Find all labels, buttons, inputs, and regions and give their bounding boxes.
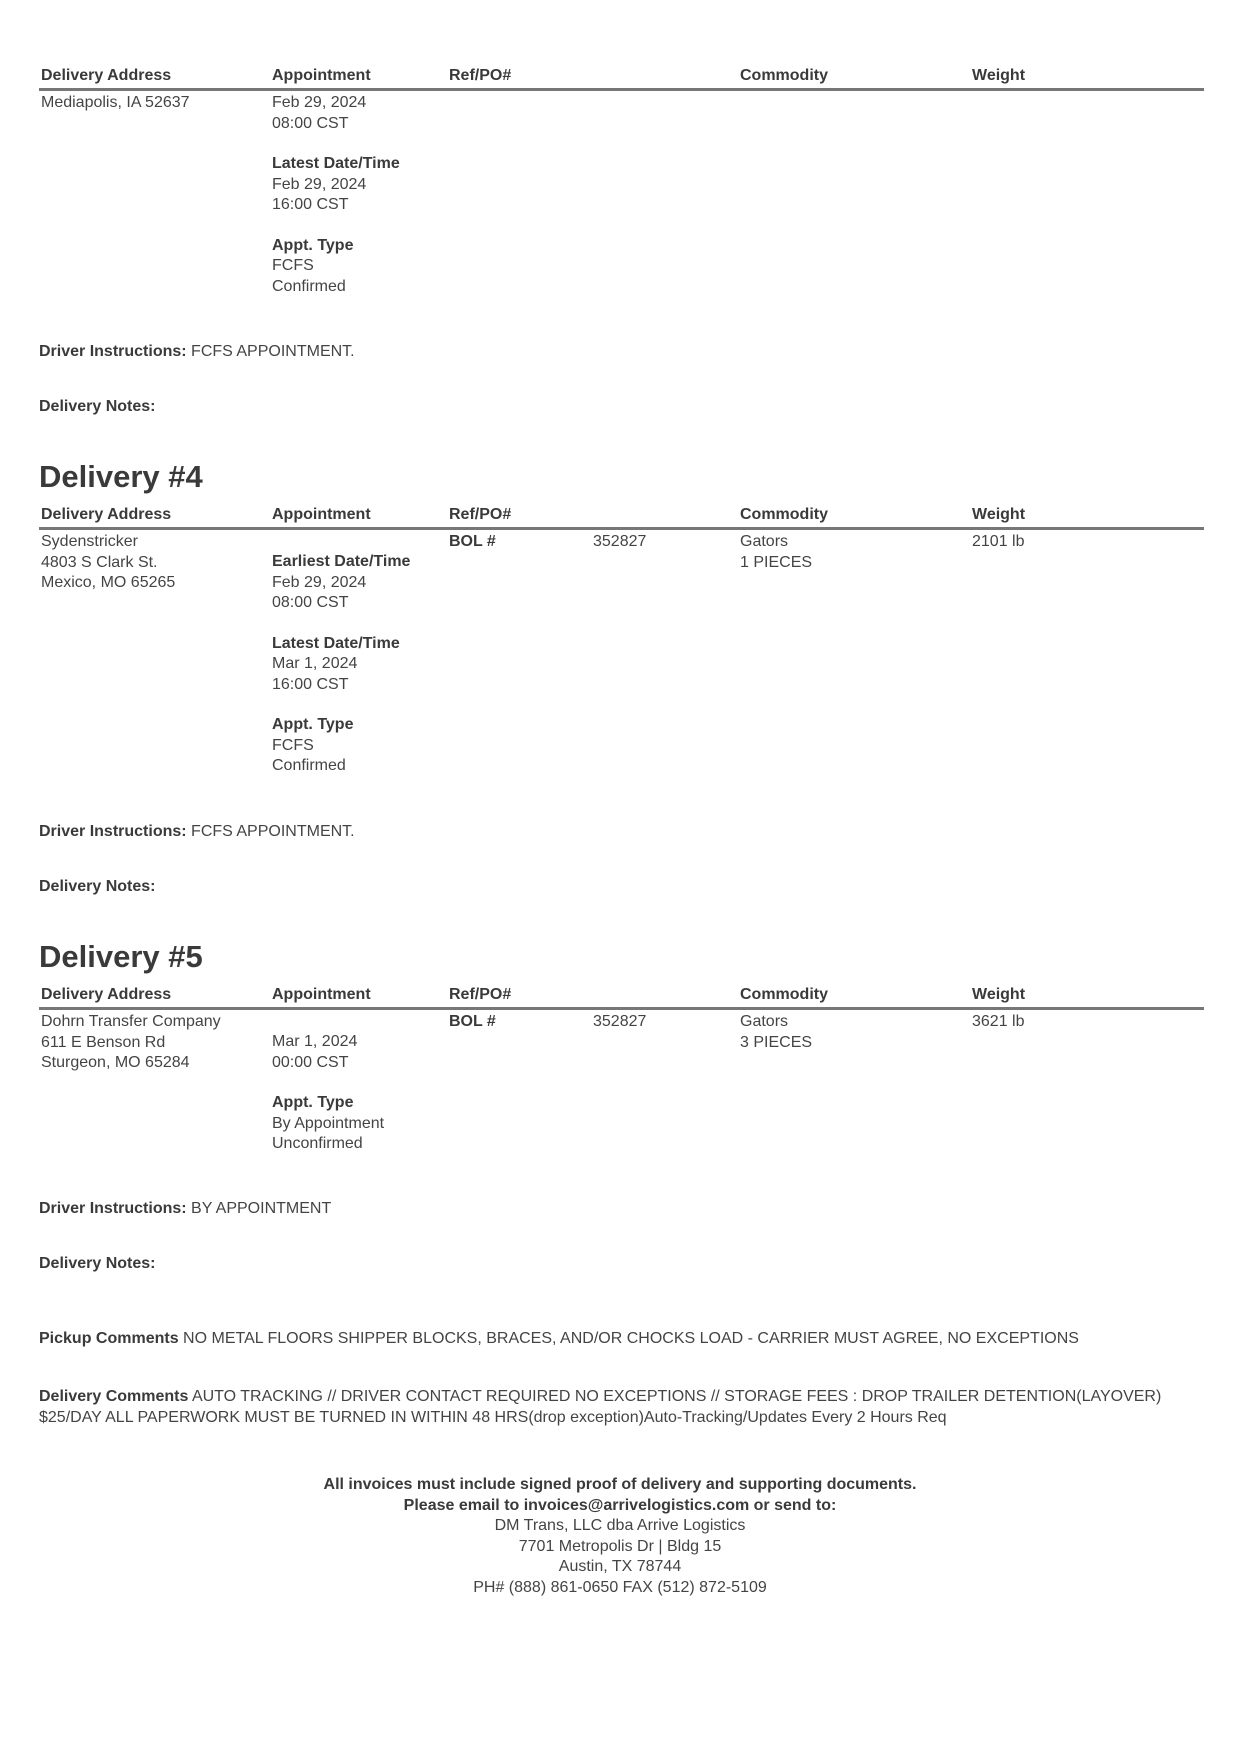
delivery-5-commodity	[740, 1012, 812, 1053]
driver-instructions-value: BY APPOINTMENT	[191, 1200, 332, 1217]
col-weight: Weight	[972, 67, 1026, 84]
delivery-4-driver-instructions	[39, 822, 1204, 842]
commodity-name: Gators	[740, 1013, 789, 1030]
invoice-email-instruction: Please email to invoices@arrivelogistics.com or send to:	[403, 1496, 837, 1514]
appointment-time: 08:00 CST	[272, 114, 349, 132]
col-commodity: Commodity	[740, 986, 828, 1003]
delivery-5-header-row	[39, 985, 1204, 1010]
col-ref-po: Ref/PO#	[449, 67, 512, 84]
delivery-3-driver-instructions	[39, 342, 1204, 362]
commodity-pieces: 1 PIECES	[740, 553, 813, 571]
appt-type-label: Appt. Type	[272, 236, 354, 254]
invoice-footer	[0, 1475, 1240, 1598]
col-delivery-address: Delivery Address	[41, 506, 172, 523]
delivery-5-weight	[972, 1012, 1025, 1033]
address-line: 611 E Benson Rd	[41, 1033, 166, 1051]
earliest-time: 08:00 CST	[272, 594, 349, 611]
delivery-5-ref-value	[593, 1012, 646, 1033]
delivery-comments	[39, 1387, 1204, 1428]
col-appointment: Appointment	[272, 67, 371, 84]
delivery-3-address	[41, 93, 190, 114]
col-weight: Weight	[972, 986, 1026, 1003]
delivery-notes-label: Delivery Notes:	[39, 1255, 156, 1272]
delivery-5-appointment	[272, 1032, 384, 1155]
delivery-5-title: Delivery #5	[39, 939, 203, 974]
weight-value: 3621 lb	[972, 1013, 1025, 1030]
delivery-4-header-row	[39, 505, 1204, 530]
delivery-4-title: Delivery #4	[39, 459, 203, 494]
driver-instructions-value: FCFS APPOINTMENT.	[191, 343, 355, 360]
delivery-4-ref-value	[593, 532, 646, 553]
appt-status: Confirmed	[272, 757, 346, 774]
appt-status: Confirmed	[272, 277, 346, 295]
address-line: Mexico, MO 65265	[41, 574, 176, 591]
bol-label: BOL #	[449, 533, 496, 550]
delivery-notes-label: Delivery Notes:	[39, 398, 156, 415]
latest-label: Latest Date/Time	[272, 155, 400, 172]
commodity-name: Gators	[740, 533, 789, 550]
delivery-4-weight	[972, 532, 1025, 553]
delivery-5-table	[39, 985, 1204, 1165]
appt-type-label: Appt. Type	[272, 716, 354, 733]
delivery-4-notes	[39, 877, 1204, 897]
delivery-comments-value: AUTO TRACKING // DRIVER CONTACT REQUIRED NO EXCEPTIONS // STORAGE FEES : DROP TRAILER DETENTION(LAYOVER)	[191, 1388, 1162, 1405]
delivery-4-table	[39, 505, 1204, 785]
pickup-comments	[39, 1329, 1204, 1349]
bol-label: BOL #	[449, 1013, 496, 1030]
delivery-comments-value-cont: $25/DAY ALL PAPERWORK MUST BE TURNED IN WITHIN 48 HRS(drop exception)Auto-Tracking/Updates Every 2 Hours Req	[39, 1408, 947, 1426]
appt-type: FCFS	[272, 736, 314, 754]
address-line: Dohrn Transfer Company	[41, 1013, 221, 1030]
delivery-notes-label: Delivery Notes:	[39, 878, 156, 895]
bol-number: 352827	[593, 533, 647, 550]
driver-instructions-value: FCFS APPOINTMENT.	[191, 823, 355, 840]
commodity-pieces: 3 PIECES	[740, 1033, 813, 1051]
address-line: Mediapolis, IA 52637	[41, 94, 190, 111]
appt-type-label: Appt. Type	[272, 1094, 354, 1111]
driver-instructions-label: Driver Instructions:	[39, 1200, 187, 1217]
company-name: DM Trans, LLC dba Arrive Logistics	[494, 1517, 746, 1534]
delivery-5-driver-instructions	[39, 1199, 1204, 1219]
col-appointment: Appointment	[272, 986, 371, 1003]
appointment-date: Feb 29, 2024	[272, 94, 367, 111]
delivery-3-header-row	[39, 66, 1204, 91]
address-line: 4803 S Clark St.	[41, 553, 158, 571]
appointment-date: Mar 1, 2024	[272, 1033, 358, 1050]
col-delivery-address: Delivery Address	[41, 67, 172, 84]
appt-status: Unconfirmed	[272, 1135, 363, 1152]
company-phone-fax: PH# (888) 861-0650 FAX (512) 872-5109	[473, 1578, 767, 1596]
latest-label: Latest Date/Time	[272, 634, 400, 652]
delivery-3-appointment	[272, 93, 400, 297]
delivery-5-address	[41, 1012, 221, 1074]
pickup-comments-value: NO METAL FLOORS SHIPPER BLOCKS, BRACES, AND/OR CHOCKS LOAD - CARRIER MUST AGREE, NO EXCEPTIONS	[183, 1330, 1079, 1347]
delivery-comments-label: Delivery Comments	[39, 1388, 189, 1405]
appt-type: By Appointment	[272, 1114, 385, 1132]
col-ref-po: Ref/PO#	[449, 986, 512, 1003]
address-line: Sturgeon, MO 65284	[41, 1054, 190, 1071]
invoice-requirement: All invoices must include signed proof of delivery and supporting documents.	[323, 1476, 917, 1493]
col-ref-po: Ref/PO#	[449, 506, 512, 523]
driver-instructions-label: Driver Instructions:	[39, 343, 187, 360]
latest-time: 16:00 CST	[272, 196, 349, 213]
delivery-3-table	[39, 66, 1204, 306]
weight-value: 2101 lb	[972, 533, 1025, 550]
col-commodity: Commodity	[740, 67, 828, 84]
company-city: Austin, TX 78744	[558, 1558, 682, 1575]
col-appointment: Appointment	[272, 506, 371, 523]
delivery-3-notes	[39, 397, 1204, 417]
appt-type: FCFS	[272, 257, 314, 274]
delivery-4-commodity	[740, 532, 812, 573]
bol-number: 352827	[593, 1013, 647, 1030]
col-weight: Weight	[972, 506, 1026, 523]
company-street: 7701 Metropolis Dr | Bldg 15	[518, 1537, 722, 1555]
delivery-5-notes	[39, 1254, 1204, 1274]
latest-date: Mar 1, 2024	[272, 655, 358, 672]
latest-time: 16:00 CST	[272, 675, 349, 693]
pickup-comments-label: Pickup Comments	[39, 1330, 179, 1347]
driver-instructions-label: Driver Instructions:	[39, 823, 187, 840]
col-delivery-address: Delivery Address	[41, 986, 172, 1003]
delivery-4-address	[41, 532, 175, 594]
delivery-4-appointment	[272, 552, 410, 777]
delivery-4-ref-label	[449, 532, 496, 553]
appointment-time: 00:00 CST	[272, 1053, 349, 1071]
delivery-5-ref-label	[449, 1012, 496, 1033]
col-commodity: Commodity	[740, 506, 828, 523]
earliest-label: Earliest Date/Time	[272, 553, 411, 570]
earliest-date: Feb 29, 2024	[272, 573, 367, 591]
address-line: Sydenstricker	[41, 533, 138, 550]
latest-date: Feb 29, 2024	[272, 175, 367, 193]
